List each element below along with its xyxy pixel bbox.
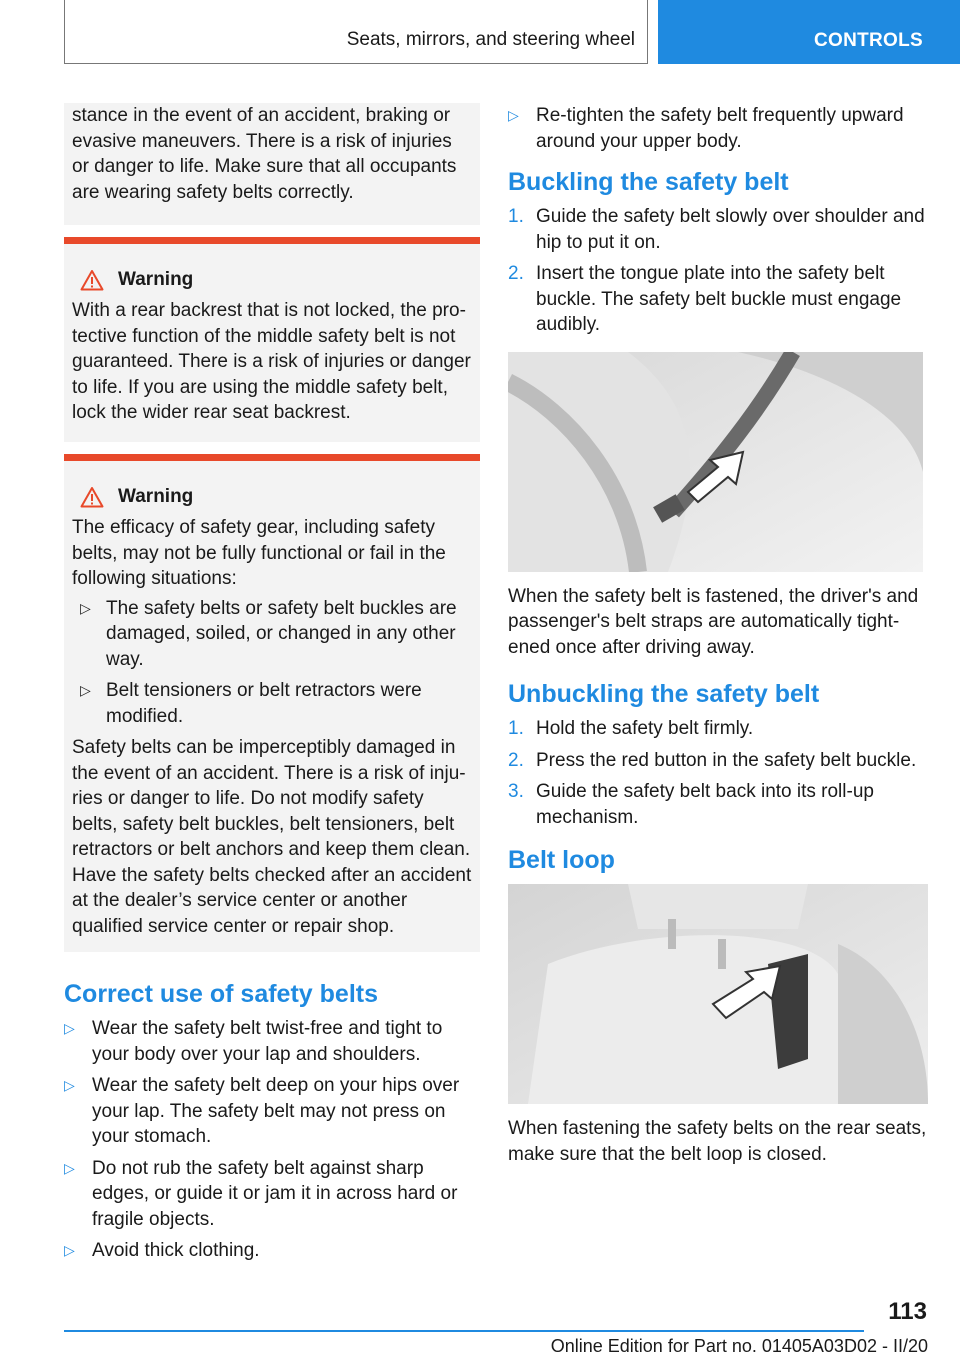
- warning-box-2: [64, 454, 480, 952]
- triangle-bullet-icon: ▷: [64, 1242, 75, 1258]
- heading-belt-loop: Belt loop: [508, 846, 615, 874]
- page-number: 113: [888, 1298, 927, 1325]
- intro-box-text: stance in the event of an accident, braking or evasive maneuvers. There is a risk of injuries or danger to life. Make sure that all occupants are wearing safety belts correctly.: [72, 105, 457, 203]
- list-item: 1. Guide the safety belt slowly over shoulder and hip to put it on.: [508, 206, 925, 253]
- header-tab[interactable]: [658, 0, 960, 64]
- triangle-bullet-icon: ▷: [80, 682, 91, 698]
- triangle-bullet-icon: ▷: [508, 107, 519, 123]
- warning-2-intro: The efficacy of safety gear, including safety belts, may not be fully functional or fail in the following situations:: [72, 517, 446, 589]
- heading-correct-use: Correct use of safety belts: [64, 980, 378, 1008]
- list-item: ▷ Re-tighten the safety belt frequently upward around your upper body.: [508, 105, 904, 152]
- left-column: [64, 103, 480, 1270]
- footer-edition: Online Edition for Part no. 01405A03D02 - II/20: [550, 1336, 928, 1356]
- triangle-bullet-icon: ▷: [64, 1020, 75, 1036]
- belt-loop-illustration: [508, 884, 928, 1104]
- warning-header: [72, 262, 472, 298]
- list-item: ▷ Do not rub the safety belt against sharp edges, or guide it or jam it in across hard or fragile objects.: [64, 1157, 458, 1230]
- seat-belt-buckle-illustration: [508, 352, 923, 572]
- buckling-caption: When the safety belt is fastened, the driver's and passenger's belt straps are automatically tightened once after driving away.: [508, 585, 919, 658]
- warning-header: [72, 479, 472, 515]
- warning-2-bullets: [72, 596, 472, 730]
- list-item: ▷ The safety belts or safety belt buckles are damaged, soiled, or changed in any other way.: [80, 597, 457, 670]
- warning-box-1: [64, 237, 480, 442]
- header-section-title: Seats, mirrors, and steering wheel: [346, 29, 635, 50]
- triangle-bullet-icon: ▷: [80, 599, 91, 616]
- intro-info-box: [64, 103, 480, 225]
- header-tab-label: CONTROLS: [814, 30, 924, 51]
- list-item: 2. Insert the tongue plate into the safety belt buckle. The safety belt buckle must engage audibly.: [508, 263, 902, 335]
- top-bullets: [508, 103, 928, 154]
- belt-loop-photo: [508, 884, 928, 1104]
- footer-rule: [64, 1330, 864, 1332]
- correct-use-bullets: [64, 1016, 480, 1264]
- warning-title: Warning: [118, 486, 194, 508]
- heading-buckling: Buckling the safety belt: [508, 168, 789, 196]
- list-item: ▷ Avoid thick clothing.: [64, 1238, 480, 1264]
- warning-title: Warning: [118, 269, 194, 291]
- list-item: 1. Hold the safety belt firmly.: [508, 718, 754, 739]
- warning-triangle-icon: [80, 486, 104, 508]
- buckling-photo: [508, 352, 923, 572]
- right-column: [508, 103, 928, 1167]
- warning-triangle-icon: [80, 269, 104, 291]
- triangle-bullet-icon: ▷: [64, 1077, 75, 1093]
- list-item: ▷ Belt tensioners or belt retractors were modified.: [80, 680, 422, 727]
- heading-unbuckling: Unbuckling the safety belt: [508, 680, 820, 708]
- list-item: ▷ Wear the safety belt deep on your hips over your lap. The safety belt may not press on your stomach.: [64, 1075, 460, 1147]
- buckling-steps: [508, 204, 928, 338]
- header-section-box: [64, 0, 648, 64]
- triangle-bullet-icon: ▷: [64, 1159, 75, 1176]
- warning-1-text: With a rear backrest that is not locked, the protective function of the middle safety belt is not guaranteed. There is a risk of injuries or danger to life. If you are using the middle safety belt, lock the wider rear seat backrest.: [72, 300, 471, 423]
- warning-2-text: Safety belts can be imperceptibly damaged in the event of an accident. There is a risk of injuries or danger to life. Do not modify safety belts, safety belt buckles, belt tensioners, belt retractors or belt anchors and keep them clean. Have the safety belts checked after an accident at the dealer’s service center or another qualified service center or repair shop.: [72, 737, 472, 937]
- belt-loop-caption: When fastening the safety belts on the rear seats, make sure that the belt loop is closed.: [508, 1118, 927, 1165]
- list-item: 2. Press the red button in the safety belt buckle.: [508, 749, 917, 771]
- list-item: 3. Guide the safety belt back into its roll-up mechanism.: [508, 781, 874, 828]
- unbuckling-steps: [508, 716, 928, 830]
- list-item: ▷ Wear the safety belt twist-free and tight to your body over your lap and shoulders.: [64, 1018, 443, 1065]
